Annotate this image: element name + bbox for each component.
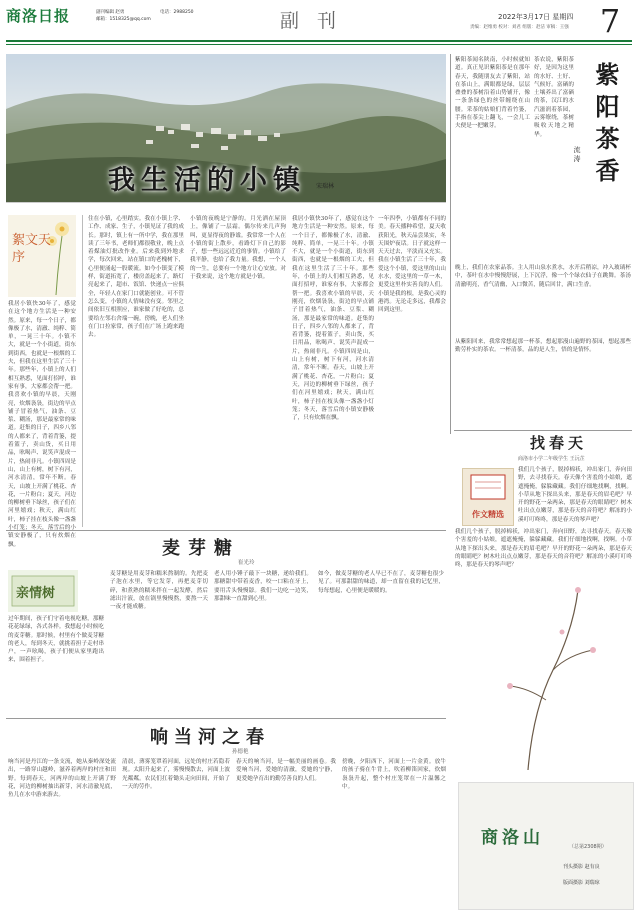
river-author: 孙德艳	[232, 749, 249, 755]
contact-tel: 电话：2988250	[160, 10, 194, 15]
column-editor: 刊头摄影 赵有良	[563, 864, 600, 870]
river-title: 响当河之春	[150, 727, 270, 748]
poem-body-bottom: 我们几个孩子，脱掉棉袄，冲出家门，奔向田野，去寻找春天。春天像个害羞的小姑娘，遮遮掩掩，躲躲藏藏。我们仔细地找啊，找啊。小草从地下探出头来，那是春天的眉毛吧？早开的野花一朵两朵，那是春天的眼睛吧？树木吐出点点嫩芽，那是春天的音符吧？解冻的小溪叮叮咚咚，那是春天的琴声吧？	[455, 529, 632, 569]
river-col-4: 傍晚，夕阳西下，河面上一片金黄。放牛的孩子骑在牛背上，吹着柳笛回家，炊烟袅袅升起，整个村庄笼罩在一片温馨之中。	[342, 759, 446, 790]
hero-author: 宋瑞林	[316, 183, 335, 190]
tea-col-4: 从紫阳回来，我常常想起那一杯茶，想起那漫山遍野的茶园，想起那些勤劳朴实的茶农。一杯清茶，品的是人生，悟的是情怀。	[455, 339, 631, 354]
tea-col-1: 紫阳茶闻名陕南，小时候就知道。真正见识紫阳茶是在那年春天，我随朋友去了紫阳，站在茶山上，满眼都是绿，层层叠叠的茶树沿着山势铺开，像一条条绿色的丝带缠绕在山腰。采茶的姑娘们背着竹篓，手指在茶尖上翻飞，一会儿工夫便是一把嫩芽。	[455, 57, 530, 130]
sprout-col-4: 如今，做麦芽糖的老人早已不在了，麦芽糖也很少见了。可那甜甜的味道，却一直留在我的记忆里，每每想起，心里便是暖暖的。	[318, 571, 444, 594]
tea-author: 流涛	[573, 146, 581, 164]
river-col-3: 春天的响当河，是一幅美丽的画卷。我爱响当河，爱她的清澈，爱她的宁静，更爱她孕育出的勤劳善良的人们。	[236, 759, 336, 782]
article-col-3: 小镇的夜晚是宁静的。月光洒在屋顶上，像铺了一层霜。偶尔传来几声狗叫，更显得夜的静谧。我常常一个人在小镇的街上散步，看路灯下自己的影子，想一些远远近近的事情。小镇给了我平静，也给了我力量。我想，一个人的一生，总要有一个地方让心安放。对于我来说，这个地方就是小镇。	[190, 216, 286, 281]
newspaper-logo: 商洛日报	[6, 7, 71, 25]
branch-illustration	[458, 560, 632, 780]
tea-col-2: 茶农说，紫阳茶好，是因为这里的水好、土好、气候好。富硒的土壤养出了富硒的茶，汉江的水汽滋润着茶园，云雾缭绕，茶树吸收天地之精华。	[534, 57, 574, 138]
hero-underline	[6, 202, 446, 203]
column-sidebar	[458, 782, 634, 910]
editor-credits: 责编：赵维勇 校对：刘君 组版：赵洁 审稿：王强	[470, 25, 569, 30]
right-col-divider	[450, 54, 451, 434]
sprout-title: 麦芽糖	[162, 538, 240, 559]
masthead-rule	[6, 40, 632, 42]
page-number: 7	[599, 2, 621, 40]
poem-label: 作文精选	[472, 510, 504, 519]
column-issue: （总第2308期）	[569, 844, 607, 850]
tea-col-3: 晚上，我们在农家品茶。主人用山泉水煮水，水开后稍凉，冲入玻璃杯中，茶叶在水中慢慢舒展，上下沉浮，像一个个绿衣仙子在跳舞。茶汤清澈明亮，香气清幽，入口微苦，随后回甘，满口生香。	[455, 265, 631, 288]
poem-deco-box	[462, 468, 514, 526]
poem-author: 商洛市小学二年级学生 王沅芷	[518, 456, 585, 462]
river-col-2: 清晨，薄雾笼罩着河面，远处的村庄若隐若现。太阳升起来了，雾慢慢散去，河面上波光粼粼。农民们扛着锄头走向田间，开始了一天的劳作。	[122, 759, 230, 790]
sprout-author: 崔光玲	[238, 560, 255, 566]
tea-bottom-rule	[454, 430, 632, 431]
masthead-rule-thin	[6, 44, 632, 45]
section-title: 副 刊	[279, 10, 343, 32]
sprout-col-3: 老人用小锤子敲下一块糖，递给我们。那糖甜中带着麦香，咬一口粘在牙上，要用舌头慢慢舔。我们一边吃一边笑，那甜味一直甜到心里。	[214, 571, 312, 602]
river-top-rule	[6, 718, 446, 719]
spring-label: 絮文天序	[12, 233, 52, 265]
essay-label: 亲情树	[16, 586, 56, 601]
poem-title: 找春天	[530, 434, 588, 452]
article-col-1: 我居小镇快30年了，感觉在这个地方生活是一种安然。原来，每一个日子，都像极了水，清澈、纯粹、简单，一晃三十年。小镇不大，就是一个小街道，街东到街西，也就是一根烟的工夫，但我在这里生活了三十年。那些年，小镇上的人们相互熟悉，见面打招呼，谁家有事，大家都会帮一把。我喜欢小镇的早晨，天刚亮，炊烟袅袅，街边的早点铺子冒着热气，油条、豆浆、糊汤，那是最家常的味道。赶集的日子，四乡八邻的人都来了，背着背篓，提着篮子，卖山货，买日用品，吆喝声、说笑声混成一片，热闹非凡。小镇四周是山，山上有树，树下有河，河水清清，常年不断。春天，山坡上开满了桃花、杏花，一片粉白；夏天，河边的柳树垂下绿丝，孩子们在河里嬉戏；秋天，满山红叶，柿子挂在枝头像一盏盏小灯笼；冬天，落雪后的小镇安静极了，只有炊烟在飘。	[8, 301, 76, 548]
contact-email: 邮箱：1518325@qq.com	[96, 17, 151, 22]
column-layout: 版面摄影 刘瑞琼	[563, 880, 600, 886]
sprout-col-1: 过年期间，孩子们守着电视吃糖，那糖花花绿绿，各式各样。我想起小时候吃的麦芽糖。那时候，村里有个做麦芽糖的老人，每到冬天，就挑着担子走村串户，一声吆喝，孩子们便从家里跑出来，围着担子。	[8, 616, 104, 664]
issue-date: 2022年3月17日 星期四	[498, 13, 574, 21]
duty-editor: 副刊编辑 赵勇	[96, 10, 125, 15]
tea-title: 紫阳茶香	[591, 62, 620, 190]
hero-title: 我生活的小镇	[108, 165, 306, 196]
column-title: 商洛山	[481, 828, 544, 848]
essay-deco-box	[8, 570, 78, 612]
notebook-icon	[463, 469, 513, 509]
article-col-2: 住在小镇，心里踏实。我在小镇上学、工作、成家、生子，小镇见证了我的成长。那时，镇上有一所中学，我在那里读了三年书，老师们都很敬业，晚上点着煤油灯批改作业。后来我到外地求学，每次回来，站在镇口的老槐树下，心里便涌起一股暖流。如今小镇变了模样，街道拓宽了，楼房盖起来了，路灯亮起来了，超市、饭馆、快递点一应俱全，年轻人在家门口就能创业。可不管怎么变，小镇的人情味没有变。邻里之间依旧互相照应，谁家做了好吃的，总要给左邻右舍端一碗。傍晚，老人们坐在门口拉家常，孩子们在广场上跑来跑去。	[88, 216, 184, 339]
river-col-1: 响当河是丹江的一条支流，她从秦岭深处流出，一路穿山越岭，滋养着两岸的村庄和田野。每到春天，河两岸的山坡上开满了野花，河边的柳树抽出新芽，河水清澈见底，鱼儿在水中游来游去。	[8, 759, 116, 799]
sprout-top-rule	[6, 530, 446, 531]
plum-branch-icon	[458, 560, 632, 780]
article-col-5: 一年四季，小镇都有不同的美。春天播种希望，夏天收获阳光，秋天品尝果实，冬天围炉夜话。日子就这样一天天过去，平淡而又充实。我在小镇生活了三十年，我爱这个小镇，爱这里的山山水水，爱这里的一草一木，更爱这里朴实善良的人们。小镇是我的根，是我心灵的港湾。无论走多远，我都会回到这里。	[378, 216, 446, 314]
col-divider	[82, 215, 83, 527]
poem-body-top: 我们几个孩子，脱掉棉袄，冲出家门，奔向田野，去寻找春天。春天像个害羞的小姑娘，遮遮掩掩，躲躲藏藏。我们仔细地找啊，找啊。小草从地下探出头来，那是春天的眉毛吧？早开的野花一朵两朵，那是春天的眼睛吧？树木吐出点点嫩芽，那是春天的音符吧？解冻的小溪叮叮咚咚，那是春天的琴声吧？	[518, 467, 632, 523]
sprout-col-2: 麦芽糖是用麦芽和糯米熬制的。先把麦子泡在水里，等它发芽，再把麦芽切碎，和煮熟的糯米拌在一起发酵，然后滤出汁液，放在锅里慢慢熬，要熬一天一夜才能成糖。	[110, 571, 208, 611]
article-col-4: 我居小镇快30年了，感觉在这个地方生活是一种安然。原来，每一个日子，都像极了水，清澈、纯粹、简单，一晃三十年。小镇不大，就是一个小街道，街东到街西，也就是一根烟的工夫，但我在这里生活了三十年。那些年，小镇上的人们相互熟悉，见面打招呼，谁家有事，大家都会帮一把。我喜欢小镇的早晨，天刚亮，炊烟袅袅，街边的早点铺子冒着热气，油条、豆浆、糊汤，那是最家常的味道。赶集的日子，四乡八邻的人都来了，背着背篓，提着篮子，卖山货，买日用品，吆喝声、说笑声混成一片，热闹非凡。小镇四周是山，山上有树，树下有河，河水清清，常年不断。春天，山坡上开满了桃花、杏花，一片粉白；夏天，河边的柳树垂下绿丝，孩子们在河里嬉戏；秋天，满山红叶，柿子挂在枝头像一盏盏小灯笼；冬天，落雪后的小镇安静极了，只有炊烟在飘。	[292, 216, 374, 422]
